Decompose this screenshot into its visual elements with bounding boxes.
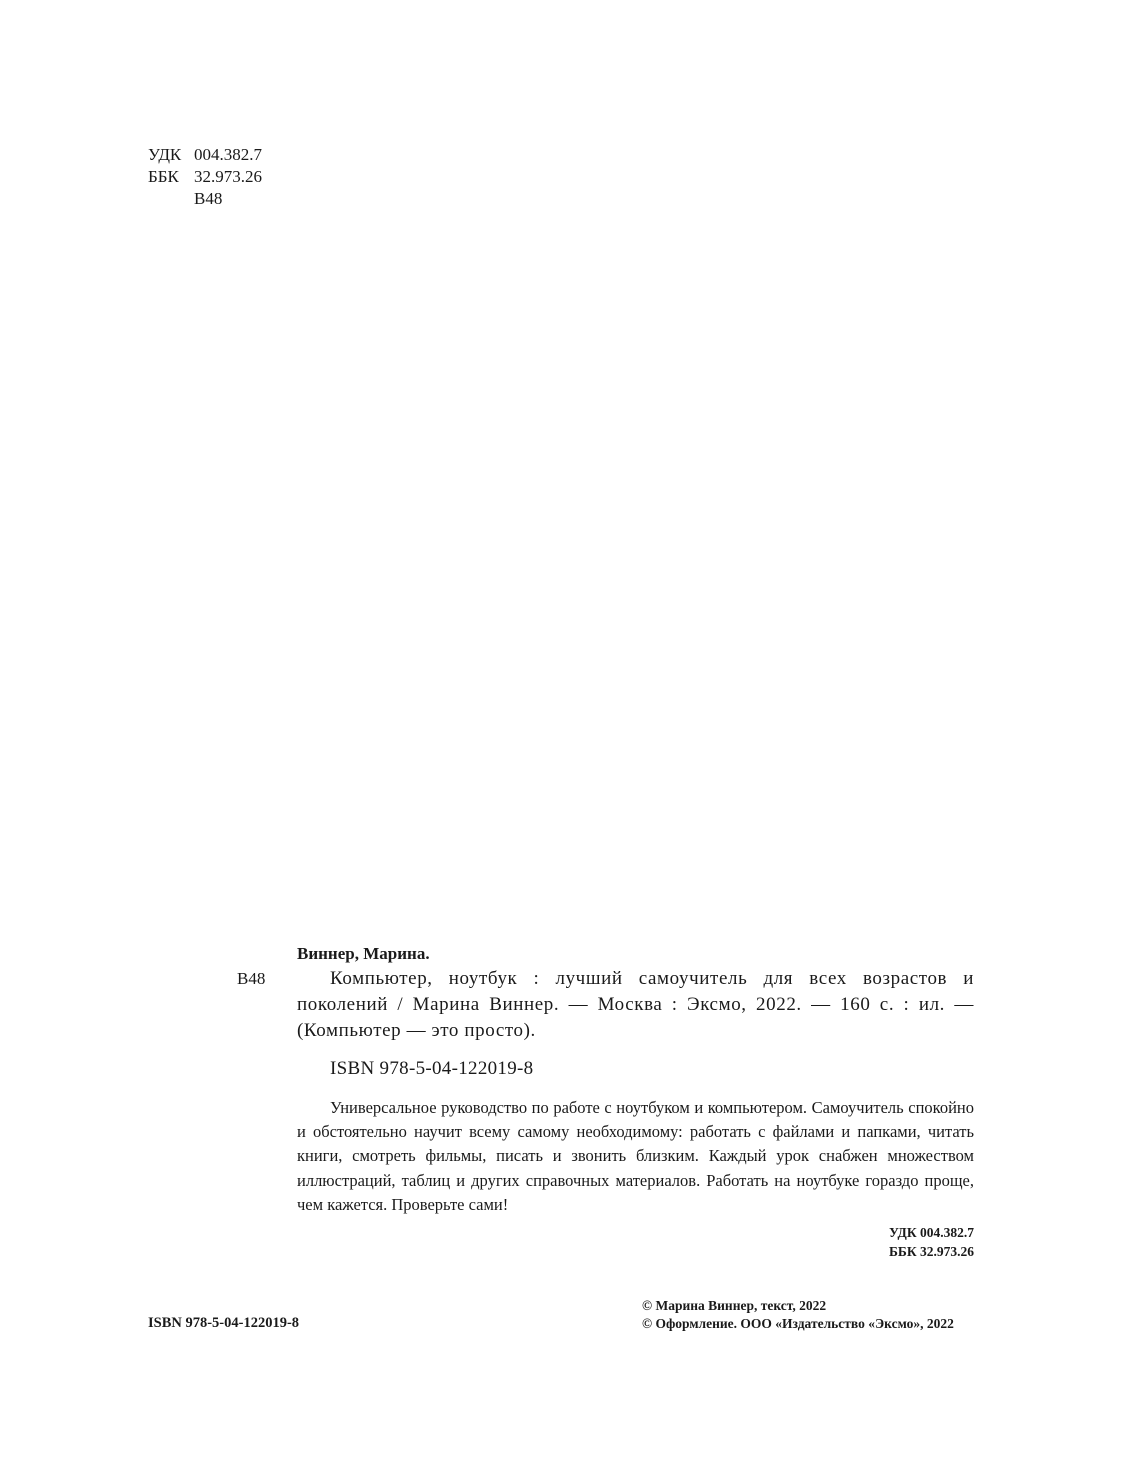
annotation: Универсальное руководство по работе с ноутбуком и компьютером. Самоучитель спокойно и обстоятельно научит всему самому необходимому: работать с файлами и папками, читать книги, смотреть фильмы, писать и звонить близким. Каждый урок снабжен множеством иллюстраций, таблиц и других справочных материалов. Работать на ноутбуке гораздо проще, чем кажется. Проверьте сами!	[297, 1098, 974, 1214]
udk-bottom: УДК 004.382.7	[889, 1225, 974, 1240]
bbk-row	[148, 166, 262, 188]
bibliographic-description: Компьютер, ноутбук : лучший самоучитель для всех возрастов и поколений / Марина Виннер. — Москва : Эксмо, 2022. — 160 с. : ил. — (Компьютер — это просто).	[297, 968, 974, 1041]
record-cutter: В48	[237, 969, 266, 988]
record-isbn: ISBN 978-5-04-122019-8	[330, 1058, 534, 1079]
cutter-row	[148, 188, 262, 210]
author-heading: Виннер, Марина.	[297, 944, 430, 963]
bbk-label: ББК	[148, 167, 179, 186]
cutter-code: В48	[194, 189, 223, 208]
classification-block	[148, 144, 262, 210]
classification-bottom	[889, 1223, 974, 1261]
bbk-value: 32.973.26	[194, 167, 262, 186]
copyright-design: © Оформление. ООО «Издательство «Эксмо», 2022	[642, 1316, 954, 1331]
footer-isbn: ISBN 978-5-04-122019-8	[148, 1315, 300, 1331]
udk-row	[148, 144, 262, 166]
copyright-text: © Марина Виннер, текст, 2022	[642, 1298, 827, 1313]
udk-label: УДК	[148, 145, 182, 164]
copyright-block	[642, 1297, 954, 1333]
bbk-bottom: ББК 32.973.26	[888, 1244, 974, 1259]
udk-value: 004.382.7	[194, 145, 262, 164]
